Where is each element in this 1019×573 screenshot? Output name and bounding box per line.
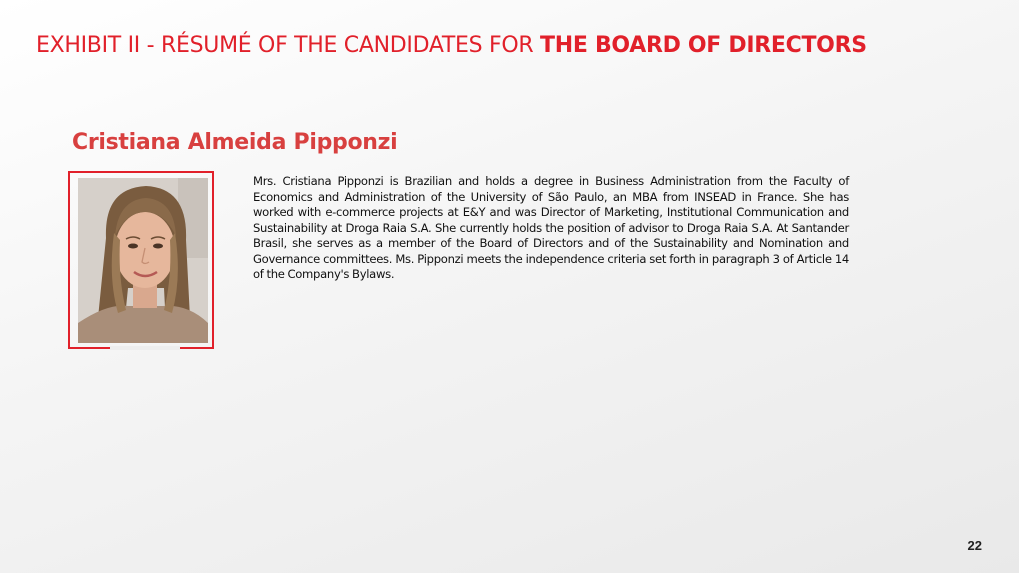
candidate-name: Cristiana Almeida Pipponzi — [72, 130, 398, 155]
title-bold: THE BOARD OF DIRECTORS — [540, 33, 867, 58]
page-number: 22 — [967, 538, 982, 553]
candidate-photo — [78, 178, 208, 343]
candidate-bio: Mrs. Cristiana Pipponzi is Brazilian and holds a degree in Business Administration from the Faculty of Economics and Administration of the University of São Paulo, an MBA from INSEAD in France. She has worked with e-commerce projects at E&Y and was Director of Marketing, Institutional Communication and Sustainability at Droga Raia S.A. She currently holds the position of advisor to Droga Raia S.A. At Santander Brasil, she serves as a member of the Board of Directors and of the Sustainability and Nomination and Governance committees. Ms. Pipponzi meets the independence criteria set forth in paragraph 3 of Article 14 of the Company's Bylaws. — [253, 174, 849, 281]
title-prefix: EXHIBIT II - RÉSUMÉ OF THE CANDIDATES FOR — [36, 33, 541, 58]
portrait-illustration — [78, 178, 208, 343]
slide-title — [36, 33, 867, 58]
frame-gap — [110, 346, 180, 350]
